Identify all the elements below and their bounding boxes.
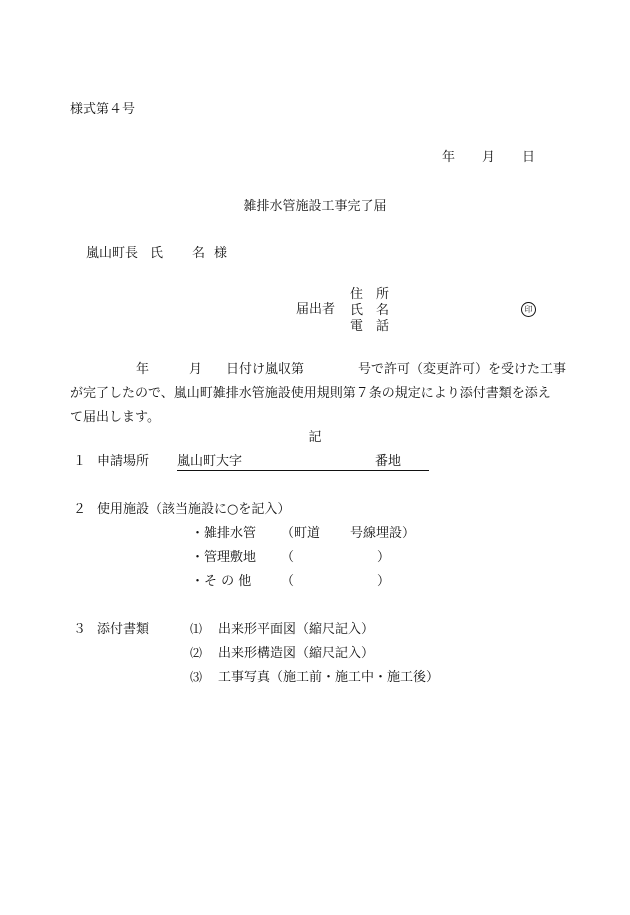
section-1-number: １ bbox=[73, 454, 87, 469]
addressee-shi: 氏 bbox=[150, 246, 164, 261]
form-number: 様式第４号 bbox=[70, 102, 136, 117]
section-1-label: 申請場所 bbox=[97, 454, 150, 469]
name-field: 氏 名 bbox=[350, 303, 390, 318]
attachment-item: 出来形構造図（縮尺記入） bbox=[218, 646, 375, 661]
attachment-item: 出来形平面図（縮尺記入） bbox=[218, 622, 375, 637]
facility-item: ・管理敷地 （ ） bbox=[191, 550, 391, 565]
application-place bbox=[177, 455, 429, 471]
addressee bbox=[86, 247, 227, 260]
attachment-number: ⑶ bbox=[190, 670, 203, 684]
place-prefix: 嵐山町大字 bbox=[177, 454, 243, 469]
date-day: 日 bbox=[522, 150, 536, 165]
attachment-number: ⑴ bbox=[190, 622, 203, 636]
seal-mark: 印 bbox=[521, 302, 536, 317]
section-2-number: ２ bbox=[73, 502, 87, 517]
addressee-office: 嵐山町長 bbox=[86, 246, 139, 261]
body-paragraph bbox=[70, 358, 567, 430]
document-title: 雑排水管施設工事完了届 bbox=[243, 199, 387, 214]
section-3-label: 添付書類 bbox=[97, 622, 150, 637]
body-line-3: て届出します。 bbox=[70, 410, 160, 425]
place-banchi: 番地 bbox=[375, 454, 402, 469]
body-line-1: 年 月 日付け嵐収第 号で許可（変更許可）を受けた工事 bbox=[136, 362, 567, 377]
attachment-number: ⑵ bbox=[190, 646, 203, 660]
addressee-sama: 様 bbox=[214, 246, 228, 261]
notifier-fields bbox=[350, 287, 389, 335]
address-field: 住 所 bbox=[350, 287, 390, 302]
body-line-2: が完了したので、嵐山町雑排水管施設使用規則第７条の規定により添付書類を添え bbox=[70, 386, 551, 401]
ki-heading: 記 bbox=[308, 430, 322, 445]
date-month: 月 bbox=[482, 150, 496, 165]
phone-field: 電 話 bbox=[350, 319, 390, 334]
facility-item: ・そ の 他 （ ） bbox=[191, 574, 391, 589]
addressee-mei: 名 bbox=[192, 246, 206, 261]
facility-item: ・雑排水管 （町道 号線埋設） bbox=[191, 526, 416, 541]
attachment-item: 工事写真（施工前・施工中・施工後） bbox=[218, 670, 440, 685]
notifier-label: 届出者 bbox=[296, 302, 336, 317]
section-3-number: ３ bbox=[73, 622, 87, 637]
date-year: 年 bbox=[442, 150, 456, 165]
section-2-label: 使用施設（該当施設に○を記入） bbox=[97, 502, 291, 517]
date-line bbox=[442, 151, 535, 164]
